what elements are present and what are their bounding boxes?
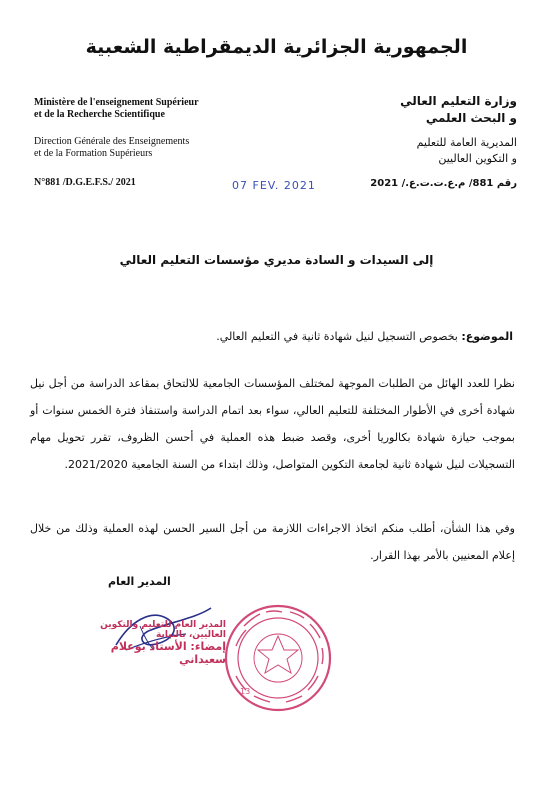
direction-ar-line1: المديرية العامة للتعليم — [416, 136, 517, 149]
subject-line — [40, 330, 513, 343]
ministry-ar-line2: و البحث العلمي — [425, 111, 517, 125]
direction-fr-line2: et de la Formation Supérieurs — [34, 148, 153, 159]
seal-number: 13 — [240, 687, 251, 696]
body-paragraph-1: نظرا للعدد الهائل من الطلبات الموجهة لمختلف المؤسسات الجامعية للالتحاق بمقاعد الدراسة من أجل نيل شهادة أخرى في الأطوار المختلفة للتعليم العالي، سواء بعد اتمام الدراسة واستنفاذ فترة الخمس سنوات أو بموجب حيازة شهادة بكالوريا أخرى، وقصد ضبط هذه العملية في أحسن الظروف، تقرر تحويل مهام التسجيلات لنيل شهادة ثانية لجامعة التكوين المتواصل، وذلك ابتداء من السنة الجامعية 2021/2020. — [30, 377, 515, 471]
official-seal — [222, 602, 334, 714]
republic-title: الجمهورية الجزائرية الديمقراطية الشعبية — [85, 36, 468, 58]
ministry-fr-line2: et de la Recherche Scientifique — [34, 109, 165, 120]
reference-fr: N°881 /D.G.E.F.S./ 2021 — [34, 177, 136, 188]
signature-line2: إمضاء: الأستاذ بوعلام سعيداني — [110, 640, 226, 666]
seal-icon — [222, 602, 334, 714]
ministry-fr-line1: Ministère de l'enseignement Supérieur — [34, 97, 199, 108]
left-header — [34, 97, 199, 160]
addressee: إلى السيدات و السادة مديري مؤسسات التعليم العالي — [119, 253, 434, 267]
ministry-ar-line1: وزارة التعليم العالي — [400, 94, 517, 108]
signer-title: المدير العام — [108, 575, 171, 588]
right-header — [317, 93, 517, 167]
direction-fr-line1: Direction Générale des Enseignements — [34, 136, 190, 147]
subject-text: بخصوص التسجيل لنيل شهادة ثانية في التعليم العالي. — [216, 330, 458, 343]
direction-ar-line2: و التكوين العاليين — [438, 152, 517, 165]
signature-line1: المدير العام للتعليم والتكوين العاليين، بالنيابة — [100, 620, 226, 640]
date-stamp: 07 FEV. 2021 — [232, 179, 316, 192]
reference-ar: رقم 881/ م.ع.ت.ت.ع./ 2021 — [370, 178, 517, 189]
body-paragraph-2: وفي هذا الشأن، أطلب منكم اتخاذ الاجراءات اللازمة من أجل السير الحسن لهذه العملية وذلك من خلال إعلام المعنيين بالأمر بهذا القرار. — [30, 522, 515, 562]
subject-label: الموضوع: — [461, 330, 513, 343]
